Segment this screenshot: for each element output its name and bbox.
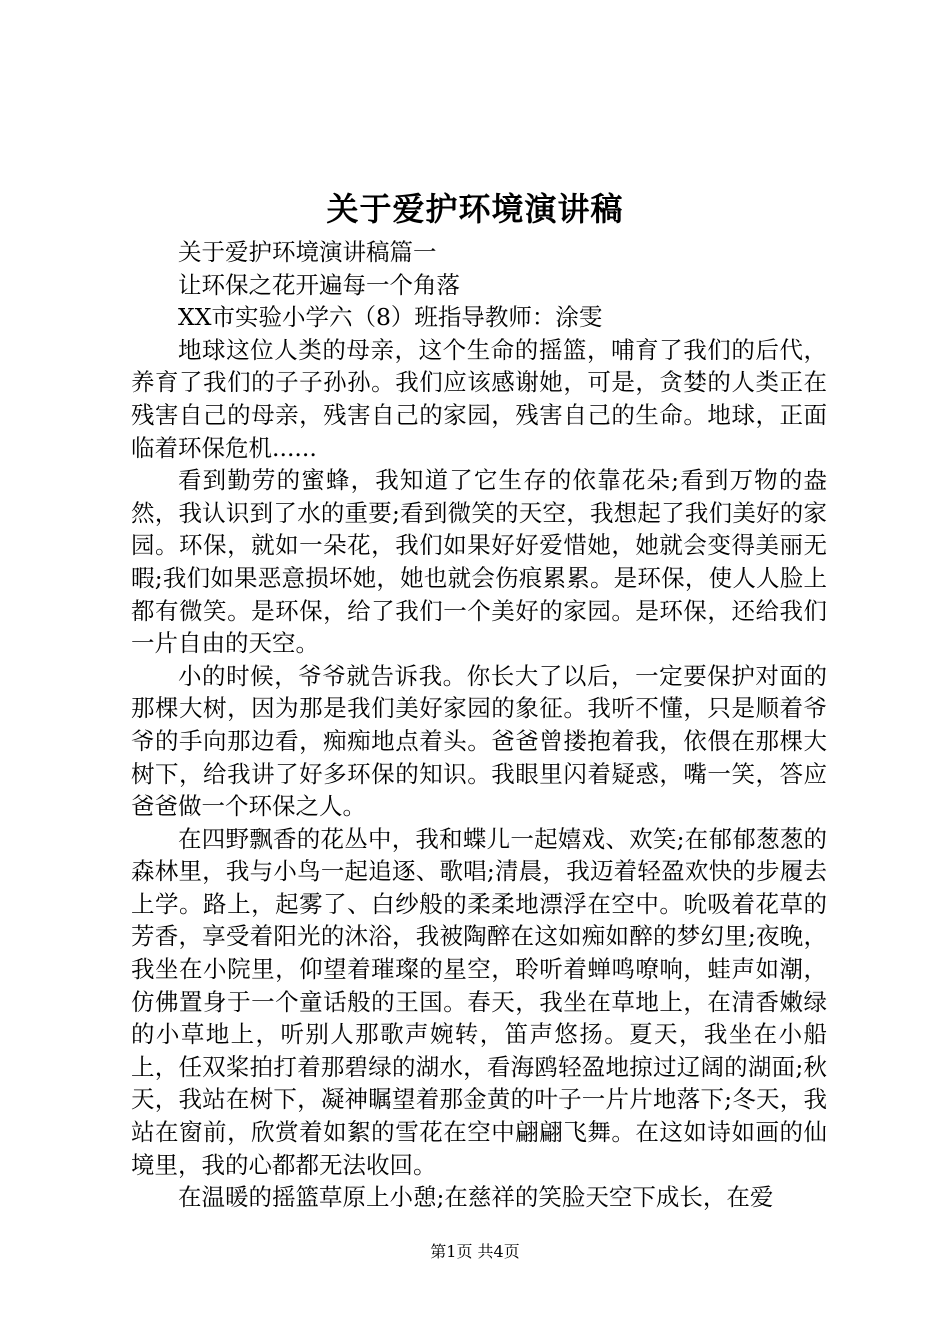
page-number-footer: 第1页 共4页 bbox=[430, 1242, 520, 1261]
document-body bbox=[131, 236, 827, 1214]
paragraph: 小的时候，爷爷就告诉我。你长大了以后，一定要保护对面的那棵大树，因为那是我们美好家园的象征。我听不懂，只是顺着爷爷的手向那边看，痴痴地点着头。爸爸曾搂抱着我，依偎在那棵大树下，给我讲了好多环保的知识。我眼里闪着疑惑，嘴一笑，答应爸爸做一个环保之人。 bbox=[131, 661, 827, 821]
paragraph: 地球这位人类的母亲，这个生命的摇篮，哺育了我们的后代，养育了我们的子子孙孙。我们应该感谢她，可是，贪婪的人类正在残害自己的母亲，残害自己的家园，残害自己的生命。地球，正面临着环保危机...... bbox=[131, 335, 827, 462]
paragraph: 在温暖的摇篮草原上小憩;在慈祥的笑脸天空下成长，在爱 bbox=[178, 1183, 774, 1212]
paragraph: 在四野飘香的花丛中，我和蝶儿一起嬉戏、欢笑;在郁郁葱葱的森林里，我与小鸟一起追逐、歌唱;清晨，我迈着轻盈欢快的步履去上学。路上，起雾了、白纱般的柔柔地漂浮在空中。吮吸着花草的芳香，享受着阳光的沐浴，我被陶醉在这如痴如醉的梦幻里;夜晚，我坐在小院里，仰望着璀璨的星空，聆听着蝉鸣嘹响，蛙声如潮，仿佛置身于一个童话般的王国。春天，我坐在草地上，在清香嫩绿的小草地上，听别人那歌声婉转，笛声悠扬。夏天，我坐在小船上，任双桨拍打着那碧绿的湖水，看海鸥轻盈地掠过辽阔的湖面;秋天，我站在树下，凝神瞩望着那金黄的叶子一片片地落下;冬天，我站在窗前，欣赏着如絮的雪花在空中翩翩飞舞。在这如诗如画的仙境里，我的心都都无法收回。 bbox=[131, 824, 827, 1179]
heading-line: 让环保之花开遍每一个角落 bbox=[178, 270, 460, 299]
subtitle-line: 关于爱护环境演讲稿篇一 bbox=[178, 238, 437, 266]
document-title: 关于爱护环境演讲稿 bbox=[326, 190, 624, 228]
paragraph: 看到勤劳的蜜蜂，我知道了它生存的依靠花朵;看到万物的盎然，我认识到了水的重要;看到微笑的天空，我想起了我们美好的家园。环保，就如一朵花，我们如果好好爱惜她，她就会变得美丽无暇;我们如果恶意损坏她，她也就会伤痕累累。是环保，使人人脸上都有微笑。是环保，给了我们一个美好的家园。是环保，还给我们一片自由的天空。 bbox=[131, 466, 827, 658]
byline: XX市实验小学六（8）班指导教师：涂雯 bbox=[178, 303, 603, 332]
